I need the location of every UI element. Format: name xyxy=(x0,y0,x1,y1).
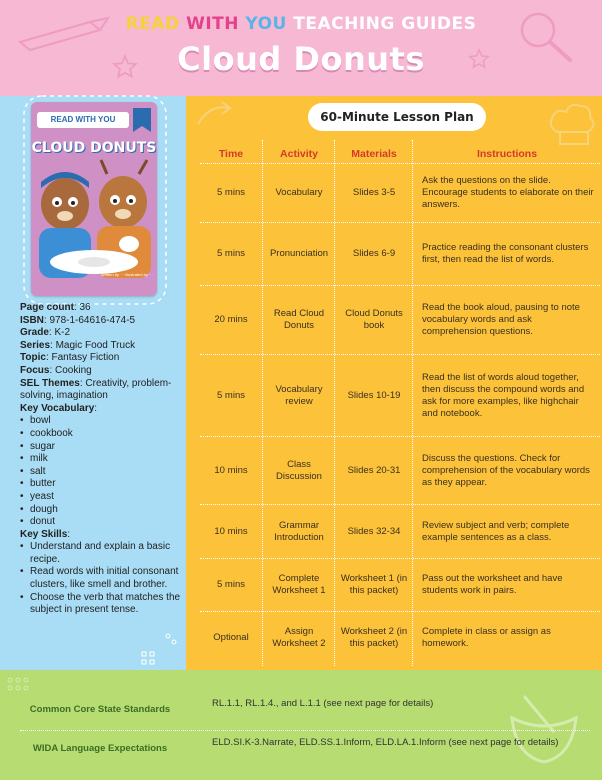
brand-word-read: READ xyxy=(125,14,180,34)
column-header-time: Time xyxy=(218,148,244,160)
isbn-value: 978-1-64616-474-5 xyxy=(49,314,136,326)
key-vocabulary-heading: Key Vocabulary: xyxy=(20,402,98,414)
dots-decoration xyxy=(138,630,178,666)
cover-credit: Written by ··· Illustrated by ··· xyxy=(101,272,153,277)
column-divider xyxy=(262,140,263,666)
standards-footer xyxy=(0,670,602,780)
brand-word-teaching-guides: TEACHING GUIDES xyxy=(293,14,477,34)
skill-item: • Understand and explain a basic recipe. xyxy=(20,541,184,566)
table-cell-instructions: Complete in class or assign as homework. xyxy=(422,626,551,649)
page-count-value: 36 xyxy=(79,302,91,313)
vocab-item: • salt xyxy=(20,466,184,479)
column-header-activity: Activity xyxy=(280,148,318,160)
column-divider xyxy=(334,140,335,666)
page-title: Cloud Donuts xyxy=(177,40,425,78)
table-cell-time: 20 mins xyxy=(214,314,248,325)
grade-row: Grade: K-2 xyxy=(20,327,71,339)
table-cell-materials: Slides 6-9 xyxy=(352,248,396,259)
table-cell-instructions: Review subject and verb; complete example sentences as a class. xyxy=(422,519,570,543)
header-banner xyxy=(0,0,602,96)
table-cell-activity: Assign Worksheet 2 xyxy=(272,626,326,649)
standard-label-wida: WIDA Language Expectations xyxy=(32,743,168,754)
table-cell-materials: Cloud Donuts book xyxy=(345,308,403,331)
table-cell-activity: Vocabulary xyxy=(275,187,323,198)
skills-list xyxy=(20,541,184,617)
table-cell-time: Optional xyxy=(213,632,249,643)
isbn-row: ISBN: 978-1-64616-474-5 xyxy=(20,314,136,326)
column-divider xyxy=(412,140,413,666)
vocab-item: • sugar xyxy=(20,441,184,454)
skill-item: • Choose the verb that matches the subject in present tense. xyxy=(20,592,184,617)
table-cell-activity: Class Discussion xyxy=(276,458,322,482)
table-cell-materials: Worksheet 2 (in this packet) xyxy=(340,626,408,649)
cover-brand: READ WITH YOU xyxy=(37,112,129,128)
brand-word-with: WITH xyxy=(186,14,239,34)
table-cell-activity: Grammar Introduction xyxy=(274,519,324,543)
table-cell-materials: Slides 3-5 xyxy=(352,187,396,198)
table-cell-instructions: Read the book aloud, pausing to note vocabulary words and ask comprehension questions. xyxy=(422,302,580,337)
column-header-instructions: Instructions xyxy=(476,148,538,160)
table-cell-time: 5 mins xyxy=(217,389,245,401)
table-cell-time: 5 mins xyxy=(217,579,245,590)
chef-hat-icon xyxy=(544,98,600,154)
topic-value: Fantasy Fiction xyxy=(51,352,120,364)
grade-value: K-2 xyxy=(54,327,71,339)
mixing-bowl-icon xyxy=(494,676,594,776)
book-cover-image xyxy=(31,102,157,296)
vocab-item: • milk xyxy=(20,453,184,466)
key-skills-heading: Key Skills: xyxy=(20,528,71,540)
table-cell-activity: Complete Worksheet 1 xyxy=(272,573,326,596)
table-cell-materials: Worksheet 1 (in this packet) xyxy=(340,573,408,596)
arrow-decoration xyxy=(194,100,234,130)
series-row: Series: Magic Food Truck xyxy=(20,339,136,351)
focus-row: Focus: Cooking xyxy=(20,364,92,376)
skill-item: • Read words with initial consonant clusters, like smell and brother. xyxy=(20,566,184,591)
page-count-row: Page count: 36 xyxy=(20,302,91,313)
table-cell-instructions: Discuss the questions. Check for comprehension of the vocabulary words as they appear. xyxy=(422,452,590,488)
column-header-materials: Materials xyxy=(351,148,397,160)
table-cell-materials: Slides 32-34 xyxy=(347,525,401,537)
lesson-plan-title: 60-Minute Lesson Plan xyxy=(308,103,486,131)
table-cell-materials: Slides 10-19 xyxy=(347,389,401,401)
vocab-item: • cookbook xyxy=(20,428,184,441)
series-value: Magic Food Truck xyxy=(55,339,136,351)
topic-row: Topic: Fantasy Fiction xyxy=(20,352,120,364)
vocab-item: • butter xyxy=(20,478,184,491)
table-cell-activity: Vocabulary review xyxy=(275,383,323,407)
table-cell-instructions: Ask the questions on the slide. Encourage students to elaborate on their answers. xyxy=(422,175,594,210)
table-cell-time: 10 mins xyxy=(214,525,248,537)
level-badge-icon xyxy=(131,108,153,132)
table-cell-time: 10 mins xyxy=(214,464,248,476)
footer-divider xyxy=(20,730,590,731)
brand-line xyxy=(0,14,602,34)
sel-themes-value: Creativity, problem-solving, imagination xyxy=(20,377,172,402)
cover-title: CLOUD DONUTS xyxy=(31,140,157,156)
sel-themes-row: SEL Themes: Creativity, problem-solving, imagination xyxy=(20,377,172,402)
table-cell-instructions: Practice reading the consonant clusters first, then read the list of words. xyxy=(422,242,589,265)
table-cell-time: 5 mins xyxy=(217,187,245,198)
table-cell-activity: Pronunciation xyxy=(269,248,329,259)
vocab-item: • yeast xyxy=(20,491,184,504)
table-cell-activity: Read Cloud Donuts xyxy=(273,308,325,331)
brand-word-you: YOU xyxy=(245,14,287,34)
book-details xyxy=(20,302,184,617)
table-cell-time: 5 mins xyxy=(217,248,245,259)
focus-value: Cooking xyxy=(55,364,92,376)
vocab-item: • bowl xyxy=(20,415,184,428)
table-cell-instructions: Read the list of words aloud together, then discuss the compound words and ask for more examples, like highchair and notebook. xyxy=(422,371,585,419)
vocab-item: • donut xyxy=(20,516,184,529)
vocabulary-list xyxy=(20,415,184,528)
table-cell-materials: Slides 20-31 xyxy=(347,464,401,476)
standard-text-common-core: RL.1.1, RL.1.4., and L.1.1 (see next page for details) xyxy=(212,698,434,709)
standard-label-common-core: Common Core State Standards xyxy=(29,704,171,715)
dots-decoration xyxy=(4,674,40,704)
vocab-item: • dough xyxy=(20,504,184,517)
table-cell-instructions: Pass out the worksheet and have students work in pairs. xyxy=(422,573,563,596)
standard-text-wida: ELD.SI.K-3.Narrate, ELD.SS.1.Inform, ELD.LA.1.Inform (see next page for details) xyxy=(212,737,559,748)
